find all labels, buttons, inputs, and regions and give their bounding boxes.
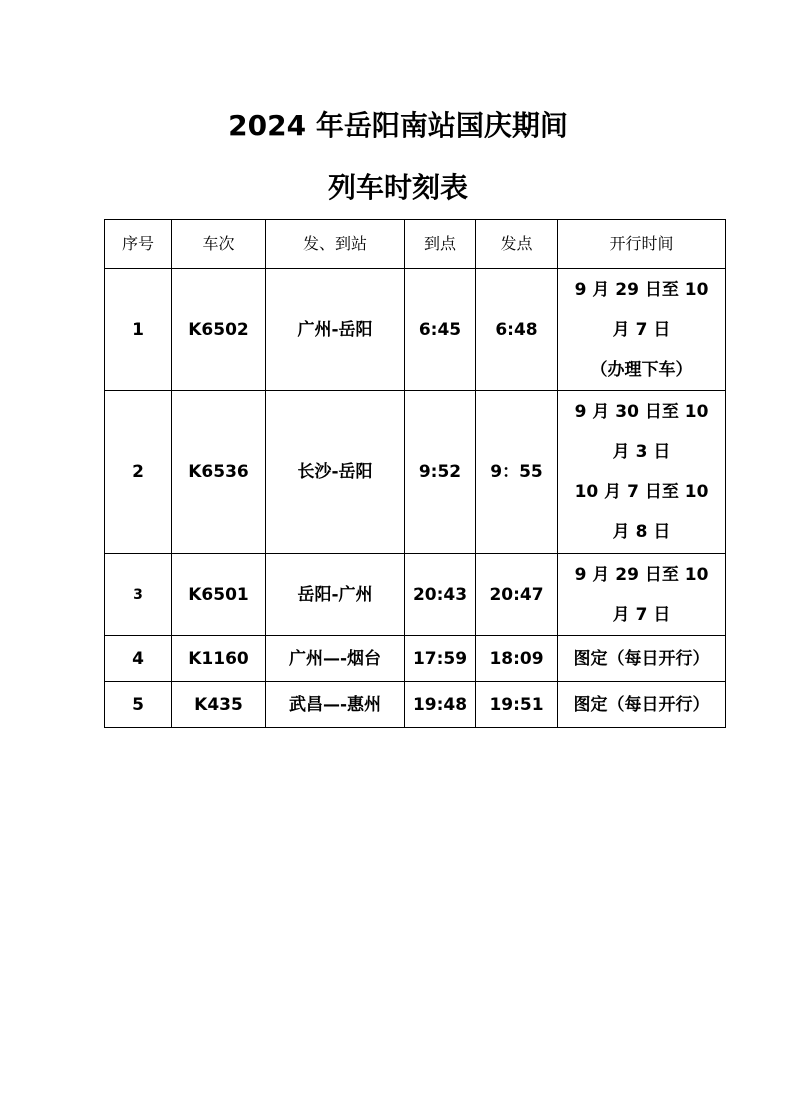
cell-seq: 5: [105, 682, 172, 728]
cell-period: [558, 391, 726, 554]
cell-train: K1160: [172, 636, 266, 682]
cell-route: 长沙-岳阳: [266, 391, 405, 554]
cell-depart: 20:47: [476, 554, 558, 636]
period-line: 9 月 29 日至 10: [574, 564, 709, 585]
cell-train: K6501: [172, 554, 266, 636]
page-subtitle: 列车时刻表: [327, 171, 468, 204]
cell-depart: 6:48: [476, 269, 558, 391]
cell-depart: 19:51: [476, 682, 558, 728]
cell-route: 广州—-烟台: [266, 636, 405, 682]
table-row: [105, 682, 726, 728]
header-route: 发、到站: [266, 220, 405, 269]
cell-seq: 2: [105, 391, 172, 554]
cell-route: 武昌—-惠州: [266, 682, 405, 728]
cell-period: [558, 269, 726, 391]
period-line: 月 8 日: [612, 522, 671, 542]
period-line: 图定（每日开行）: [573, 694, 710, 715]
period-line: 9 月 29 日至 10: [574, 279, 709, 300]
cell-seq: 1: [105, 269, 172, 391]
cell-depart: 9：55: [476, 391, 558, 554]
period-line: 月 7 日: [612, 604, 671, 625]
period-line: 图定（每日开行）: [573, 648, 710, 669]
period-line: 月 7 日: [612, 319, 671, 340]
header-arrive: 到点: [405, 220, 476, 269]
header-depart: 发点: [476, 220, 558, 269]
table-row: [105, 554, 726, 636]
cell-route: 岳阳-广州: [266, 554, 405, 636]
table-header-row: [105, 220, 726, 269]
period-line: 10 月 7 日至 10: [574, 482, 709, 502]
cell-arrive: 19:48: [405, 682, 476, 728]
cell-period: [558, 554, 726, 636]
cell-period: [558, 682, 726, 728]
cell-route: 广州-岳阳: [266, 269, 405, 391]
cell-depart: 18:09: [476, 636, 558, 682]
cell-train: K435: [172, 682, 266, 728]
cell-arrive: 9:52: [405, 391, 476, 554]
cell-period: [558, 636, 726, 682]
period-line: 月 3 日: [612, 442, 671, 462]
cell-train: K6536: [172, 391, 266, 554]
cell-arrive: 20:43: [405, 554, 476, 636]
cell-seq: 4: [105, 636, 172, 682]
cell-seq: 3: [105, 554, 172, 636]
period-line: （办理下车）: [590, 359, 693, 380]
header-period: 开行时间: [558, 220, 726, 269]
period-line: 9 月 30 日至 10: [574, 402, 709, 422]
header-seq: 序号: [105, 220, 172, 269]
table-row: [105, 391, 726, 554]
table-row: [105, 269, 726, 391]
cell-arrive: 6:45: [405, 269, 476, 391]
timetable: [104, 219, 726, 728]
page-title: 2024 年岳阳南站国庆期间: [228, 109, 568, 142]
table-row: [105, 636, 726, 682]
header-train: 车次: [172, 220, 266, 269]
cell-train: K6502: [172, 269, 266, 391]
cell-arrive: 17:59: [405, 636, 476, 682]
